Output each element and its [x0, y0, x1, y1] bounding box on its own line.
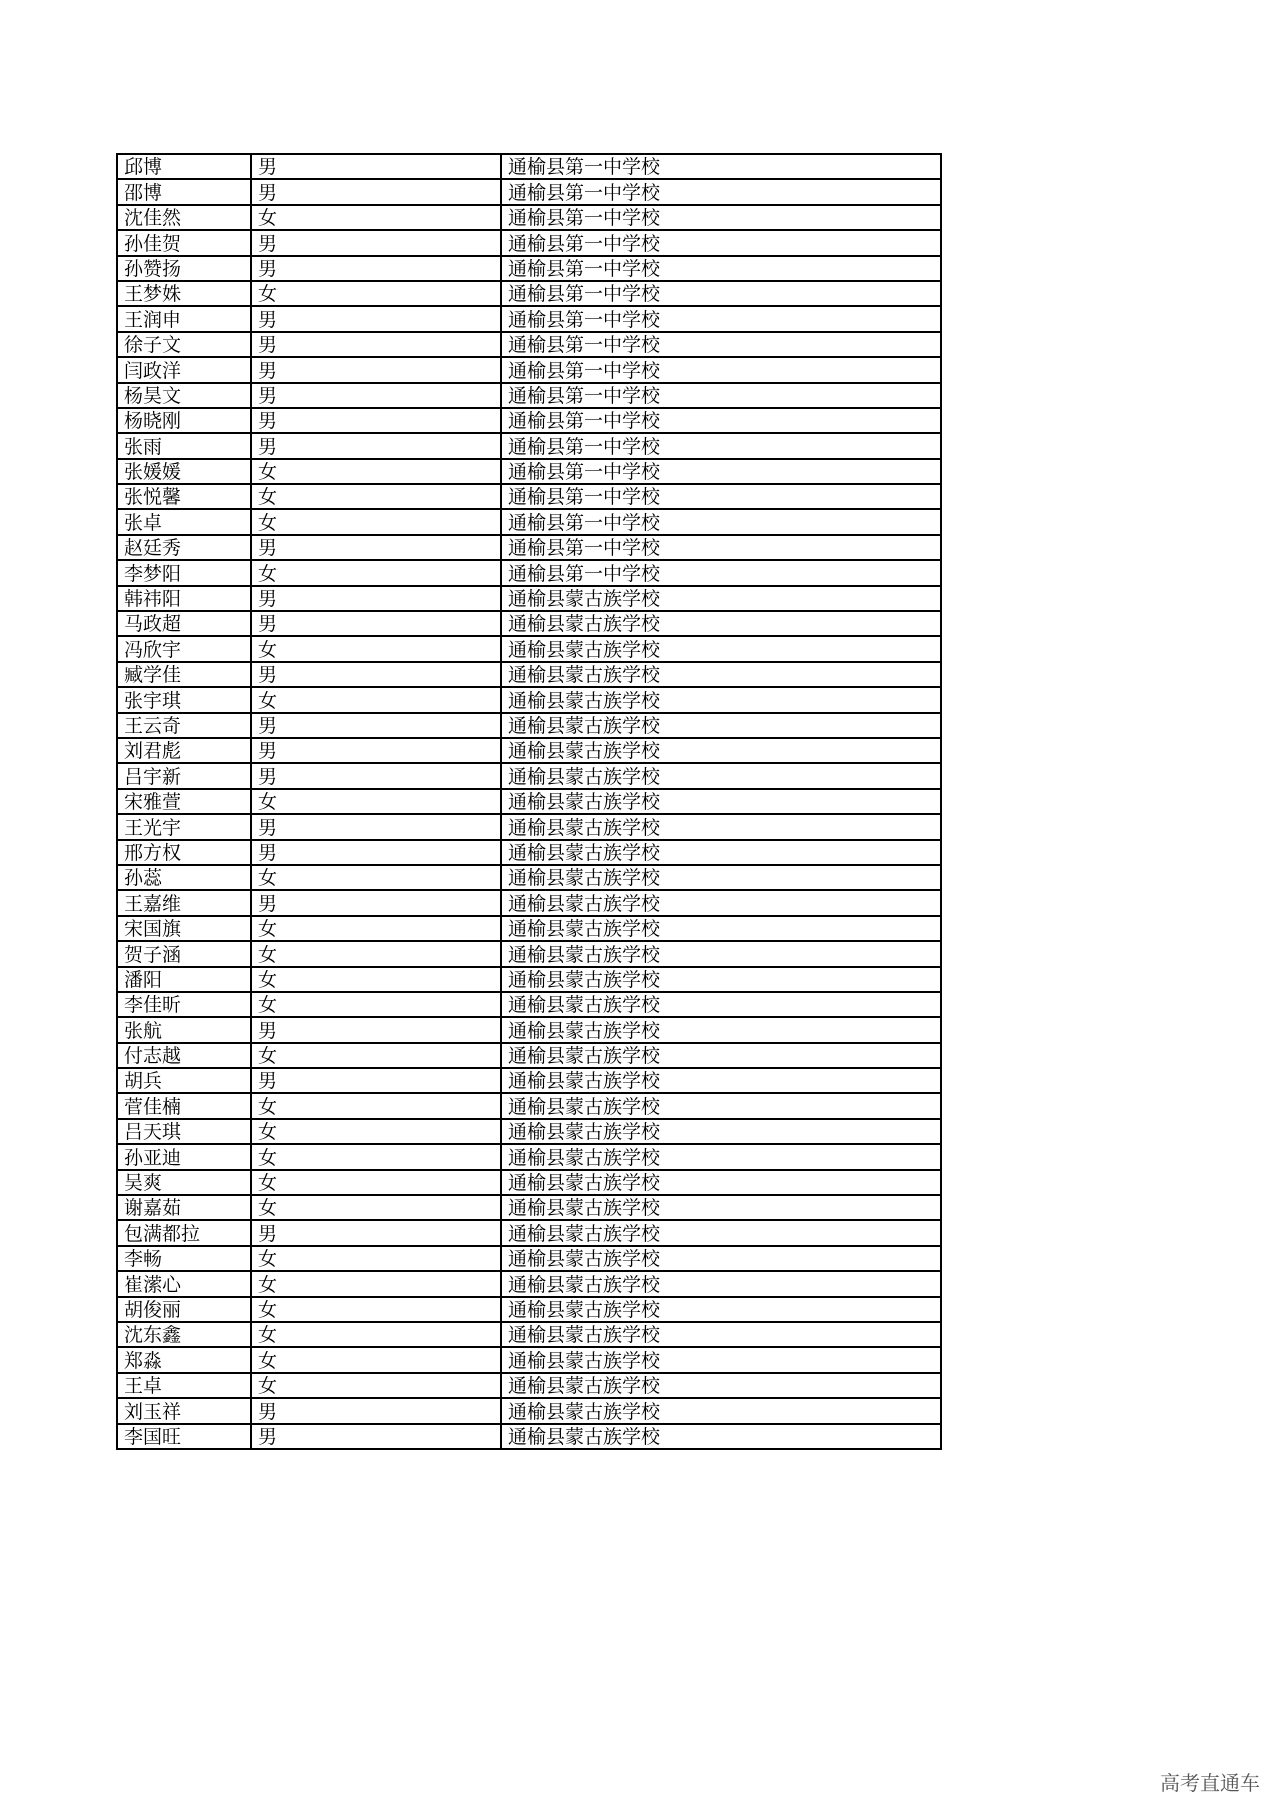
gender-cell: 男 — [251, 306, 501, 331]
name-cell: 吕天琪 — [117, 1119, 251, 1144]
name-cell: 王云奇 — [117, 713, 251, 738]
school-cell: 通榆县蒙古族学校 — [501, 1119, 941, 1144]
name-cell: 杨昊文 — [117, 383, 251, 408]
school-cell: 通榆县蒙古族学校 — [501, 890, 941, 915]
name-cell: 李国旺 — [117, 1424, 251, 1449]
gender-cell: 女 — [251, 1322, 501, 1347]
name-cell: 郑淼 — [117, 1347, 251, 1372]
name-cell: 付志越 — [117, 1043, 251, 1068]
gender-cell: 女 — [251, 687, 501, 712]
school-cell: 通榆县蒙古族学校 — [501, 1246, 941, 1271]
gender-cell: 男 — [251, 814, 501, 839]
table-row — [117, 586, 941, 611]
school-cell: 通榆县蒙古族学校 — [501, 865, 941, 890]
school-cell: 通榆县第一中学校 — [501, 484, 941, 509]
name-cell: 孙赞扬 — [117, 256, 251, 281]
school-cell: 通榆县蒙古族学校 — [501, 1398, 941, 1423]
school-cell: 通榆县第一中学校 — [501, 408, 941, 433]
table-row — [117, 154, 941, 179]
table-row — [117, 383, 941, 408]
table-row — [117, 1195, 941, 1220]
name-cell: 邱博 — [117, 154, 251, 179]
table-row — [117, 484, 941, 509]
table-row — [117, 230, 941, 255]
table-row — [117, 967, 941, 992]
gender-cell: 男 — [251, 662, 501, 687]
school-cell: 通榆县蒙古族学校 — [501, 1424, 941, 1449]
school-cell: 通榆县第一中学校 — [501, 535, 941, 560]
school-cell: 通榆县蒙古族学校 — [501, 1347, 941, 1372]
name-cell: 谢嘉茹 — [117, 1195, 251, 1220]
name-cell: 潘阳 — [117, 967, 251, 992]
name-cell: 宋雅萱 — [117, 789, 251, 814]
table-row — [117, 357, 941, 382]
name-cell: 王嘉维 — [117, 890, 251, 915]
table-row — [117, 992, 941, 1017]
school-cell: 通榆县第一中学校 — [501, 332, 941, 357]
table-row — [117, 687, 941, 712]
table-row — [117, 916, 941, 941]
name-cell: 李佳昕 — [117, 992, 251, 1017]
table-row — [117, 1170, 941, 1195]
school-cell: 通榆县第一中学校 — [501, 230, 941, 255]
name-cell: 菅佳楠 — [117, 1093, 251, 1118]
gender-cell: 女 — [251, 1347, 501, 1372]
gender-cell: 男 — [251, 433, 501, 458]
school-cell: 通榆县蒙古族学校 — [501, 586, 941, 611]
gender-cell: 男 — [251, 179, 501, 204]
name-cell: 闫政洋 — [117, 357, 251, 382]
table-row — [117, 941, 941, 966]
gender-cell: 女 — [251, 1170, 501, 1195]
table-row — [117, 1271, 941, 1296]
name-cell: 王梦姝 — [117, 281, 251, 306]
table-row — [117, 459, 941, 484]
table-row — [117, 1043, 941, 1068]
gender-cell: 男 — [251, 890, 501, 915]
name-cell: 刘玉祥 — [117, 1398, 251, 1423]
watermark: 高考直通车 — [1160, 1771, 1260, 1795]
school-cell: 通榆县蒙古族学校 — [501, 1373, 941, 1398]
gender-cell: 男 — [251, 1017, 501, 1042]
name-cell: 邢方权 — [117, 840, 251, 865]
gender-cell: 女 — [251, 205, 501, 230]
gender-cell: 女 — [251, 1195, 501, 1220]
table-row — [117, 560, 941, 585]
school-cell: 通榆县蒙古族学校 — [501, 1144, 941, 1169]
school-cell: 通榆县蒙古族学校 — [501, 814, 941, 839]
table-row — [117, 1424, 941, 1449]
school-cell: 通榆县蒙古族学校 — [501, 687, 941, 712]
gender-cell: 女 — [251, 1373, 501, 1398]
school-cell: 通榆县第一中学校 — [501, 306, 941, 331]
table-row — [117, 408, 941, 433]
name-cell: 徐子文 — [117, 332, 251, 357]
school-cell: 通榆县蒙古族学校 — [501, 1322, 941, 1347]
table-row — [117, 332, 941, 357]
table-row — [117, 1068, 941, 1093]
table-row — [117, 1398, 941, 1423]
name-cell: 崔潆心 — [117, 1271, 251, 1296]
school-cell: 通榆县蒙古族学校 — [501, 1271, 941, 1296]
table-row — [117, 1347, 941, 1372]
name-cell: 胡俊丽 — [117, 1297, 251, 1322]
school-cell: 通榆县蒙古族学校 — [501, 1043, 941, 1068]
name-cell: 张宇琪 — [117, 687, 251, 712]
school-cell: 通榆县蒙古族学校 — [501, 1093, 941, 1118]
table-row — [117, 1017, 941, 1042]
gender-cell: 男 — [251, 408, 501, 433]
gender-cell: 男 — [251, 586, 501, 611]
gender-cell: 男 — [251, 840, 501, 865]
school-cell: 通榆县第一中学校 — [501, 509, 941, 534]
gender-cell: 男 — [251, 738, 501, 763]
gender-cell: 男 — [251, 332, 501, 357]
name-cell: 李梦阳 — [117, 560, 251, 585]
gender-cell: 男 — [251, 383, 501, 408]
school-cell: 通榆县蒙古族学校 — [501, 1017, 941, 1042]
gender-cell: 女 — [251, 636, 501, 661]
school-cell: 通榆县蒙古族学校 — [501, 941, 941, 966]
gender-cell: 男 — [251, 154, 501, 179]
name-cell: 吴爽 — [117, 1170, 251, 1195]
gender-cell: 男 — [251, 230, 501, 255]
student-list-table — [116, 153, 942, 1450]
name-cell: 张卓 — [117, 509, 251, 534]
school-cell: 通榆县蒙古族学校 — [501, 738, 941, 763]
name-cell: 胡兵 — [117, 1068, 251, 1093]
table-row — [117, 179, 941, 204]
gender-cell: 女 — [251, 967, 501, 992]
school-cell: 通榆县第一中学校 — [501, 357, 941, 382]
gender-cell: 男 — [251, 713, 501, 738]
school-cell: 通榆县第一中学校 — [501, 256, 941, 281]
gender-cell: 女 — [251, 789, 501, 814]
gender-cell: 男 — [251, 1424, 501, 1449]
gender-cell: 女 — [251, 916, 501, 941]
school-cell: 通榆县蒙古族学校 — [501, 713, 941, 738]
gender-cell: 女 — [251, 1043, 501, 1068]
table-row — [117, 611, 941, 636]
school-cell: 通榆县蒙古族学校 — [501, 1195, 941, 1220]
table-row — [117, 205, 941, 230]
school-cell: 通榆县蒙古族学校 — [501, 840, 941, 865]
table-row — [117, 1220, 941, 1245]
name-cell: 孙佳贺 — [117, 230, 251, 255]
table-row — [117, 1297, 941, 1322]
gender-cell: 男 — [251, 1398, 501, 1423]
table-row — [117, 1322, 941, 1347]
name-cell: 邵博 — [117, 179, 251, 204]
name-cell: 冯欣宇 — [117, 636, 251, 661]
name-cell: 沈东鑫 — [117, 1322, 251, 1347]
gender-cell: 男 — [251, 256, 501, 281]
name-cell: 张雨 — [117, 433, 251, 458]
name-cell: 马政超 — [117, 611, 251, 636]
table-row — [117, 1144, 941, 1169]
name-cell: 李畅 — [117, 1246, 251, 1271]
name-cell: 宋国旗 — [117, 916, 251, 941]
table-row — [117, 814, 941, 839]
gender-cell: 女 — [251, 459, 501, 484]
table-row — [117, 713, 941, 738]
name-cell: 刘君彪 — [117, 738, 251, 763]
school-cell: 通榆县第一中学校 — [501, 179, 941, 204]
table-row — [117, 840, 941, 865]
gender-cell: 男 — [251, 535, 501, 560]
name-cell: 赵廷秀 — [117, 535, 251, 560]
name-cell: 王润申 — [117, 306, 251, 331]
name-cell: 韩祎阳 — [117, 586, 251, 611]
name-cell: 孙亚迪 — [117, 1144, 251, 1169]
table-row — [117, 662, 941, 687]
table-row — [117, 256, 941, 281]
name-cell: 臧学佳 — [117, 662, 251, 687]
gender-cell: 女 — [251, 509, 501, 534]
table-row — [117, 890, 941, 915]
gender-cell: 女 — [251, 281, 501, 306]
gender-cell: 女 — [251, 1093, 501, 1118]
gender-cell: 女 — [251, 1246, 501, 1271]
name-cell: 吕宇新 — [117, 763, 251, 788]
gender-cell: 女 — [251, 992, 501, 1017]
gender-cell: 女 — [251, 1119, 501, 1144]
name-cell: 沈佳然 — [117, 205, 251, 230]
table-row — [117, 789, 941, 814]
table-row — [117, 865, 941, 890]
name-cell: 贺子涵 — [117, 941, 251, 966]
school-cell: 通榆县第一中学校 — [501, 459, 941, 484]
name-cell: 王光宇 — [117, 814, 251, 839]
school-cell: 通榆县蒙古族学校 — [501, 967, 941, 992]
gender-cell: 女 — [251, 1297, 501, 1322]
school-cell: 通榆县蒙古族学校 — [501, 763, 941, 788]
school-cell: 通榆县蒙古族学校 — [501, 1297, 941, 1322]
gender-cell: 女 — [251, 484, 501, 509]
gender-cell: 女 — [251, 941, 501, 966]
table-row — [117, 1119, 941, 1144]
name-cell: 杨晓刚 — [117, 408, 251, 433]
school-cell: 通榆县第一中学校 — [501, 433, 941, 458]
table-row — [117, 509, 941, 534]
school-cell: 通榆县蒙古族学校 — [501, 662, 941, 687]
name-cell: 包满都拉 — [117, 1220, 251, 1245]
school-cell: 通榆县蒙古族学校 — [501, 611, 941, 636]
school-cell: 通榆县第一中学校 — [501, 154, 941, 179]
table-row — [117, 738, 941, 763]
table-row — [117, 1373, 941, 1398]
gender-cell: 男 — [251, 357, 501, 382]
name-cell: 张航 — [117, 1017, 251, 1042]
table-row — [117, 433, 941, 458]
gender-cell: 女 — [251, 1144, 501, 1169]
table-row — [117, 763, 941, 788]
gender-cell: 男 — [251, 1068, 501, 1093]
table-row — [117, 306, 941, 331]
name-cell: 王卓 — [117, 1373, 251, 1398]
school-cell: 通榆县蒙古族学校 — [501, 916, 941, 941]
school-cell: 通榆县蒙古族学校 — [501, 1170, 941, 1195]
gender-cell: 女 — [251, 560, 501, 585]
table-row — [117, 1246, 941, 1271]
gender-cell: 女 — [251, 1271, 501, 1296]
name-cell: 孙蕊 — [117, 865, 251, 890]
school-cell: 通榆县第一中学校 — [501, 383, 941, 408]
gender-cell: 女 — [251, 865, 501, 890]
school-cell: 通榆县蒙古族学校 — [501, 1068, 941, 1093]
school-cell: 通榆县蒙古族学校 — [501, 789, 941, 814]
school-cell: 通榆县第一中学校 — [501, 560, 941, 585]
school-cell: 通榆县蒙古族学校 — [501, 636, 941, 661]
school-cell: 通榆县蒙古族学校 — [501, 992, 941, 1017]
table-body — [117, 154, 941, 1449]
table-row — [117, 281, 941, 306]
gender-cell: 男 — [251, 763, 501, 788]
name-cell: 张悦馨 — [117, 484, 251, 509]
table-row — [117, 535, 941, 560]
table-row — [117, 636, 941, 661]
table-row — [117, 1093, 941, 1118]
school-cell: 通榆县第一中学校 — [501, 281, 941, 306]
school-cell: 通榆县蒙古族学校 — [501, 1220, 941, 1245]
gender-cell: 男 — [251, 611, 501, 636]
gender-cell: 男 — [251, 1220, 501, 1245]
school-cell: 通榆县第一中学校 — [501, 205, 941, 230]
name-cell: 张媛媛 — [117, 459, 251, 484]
